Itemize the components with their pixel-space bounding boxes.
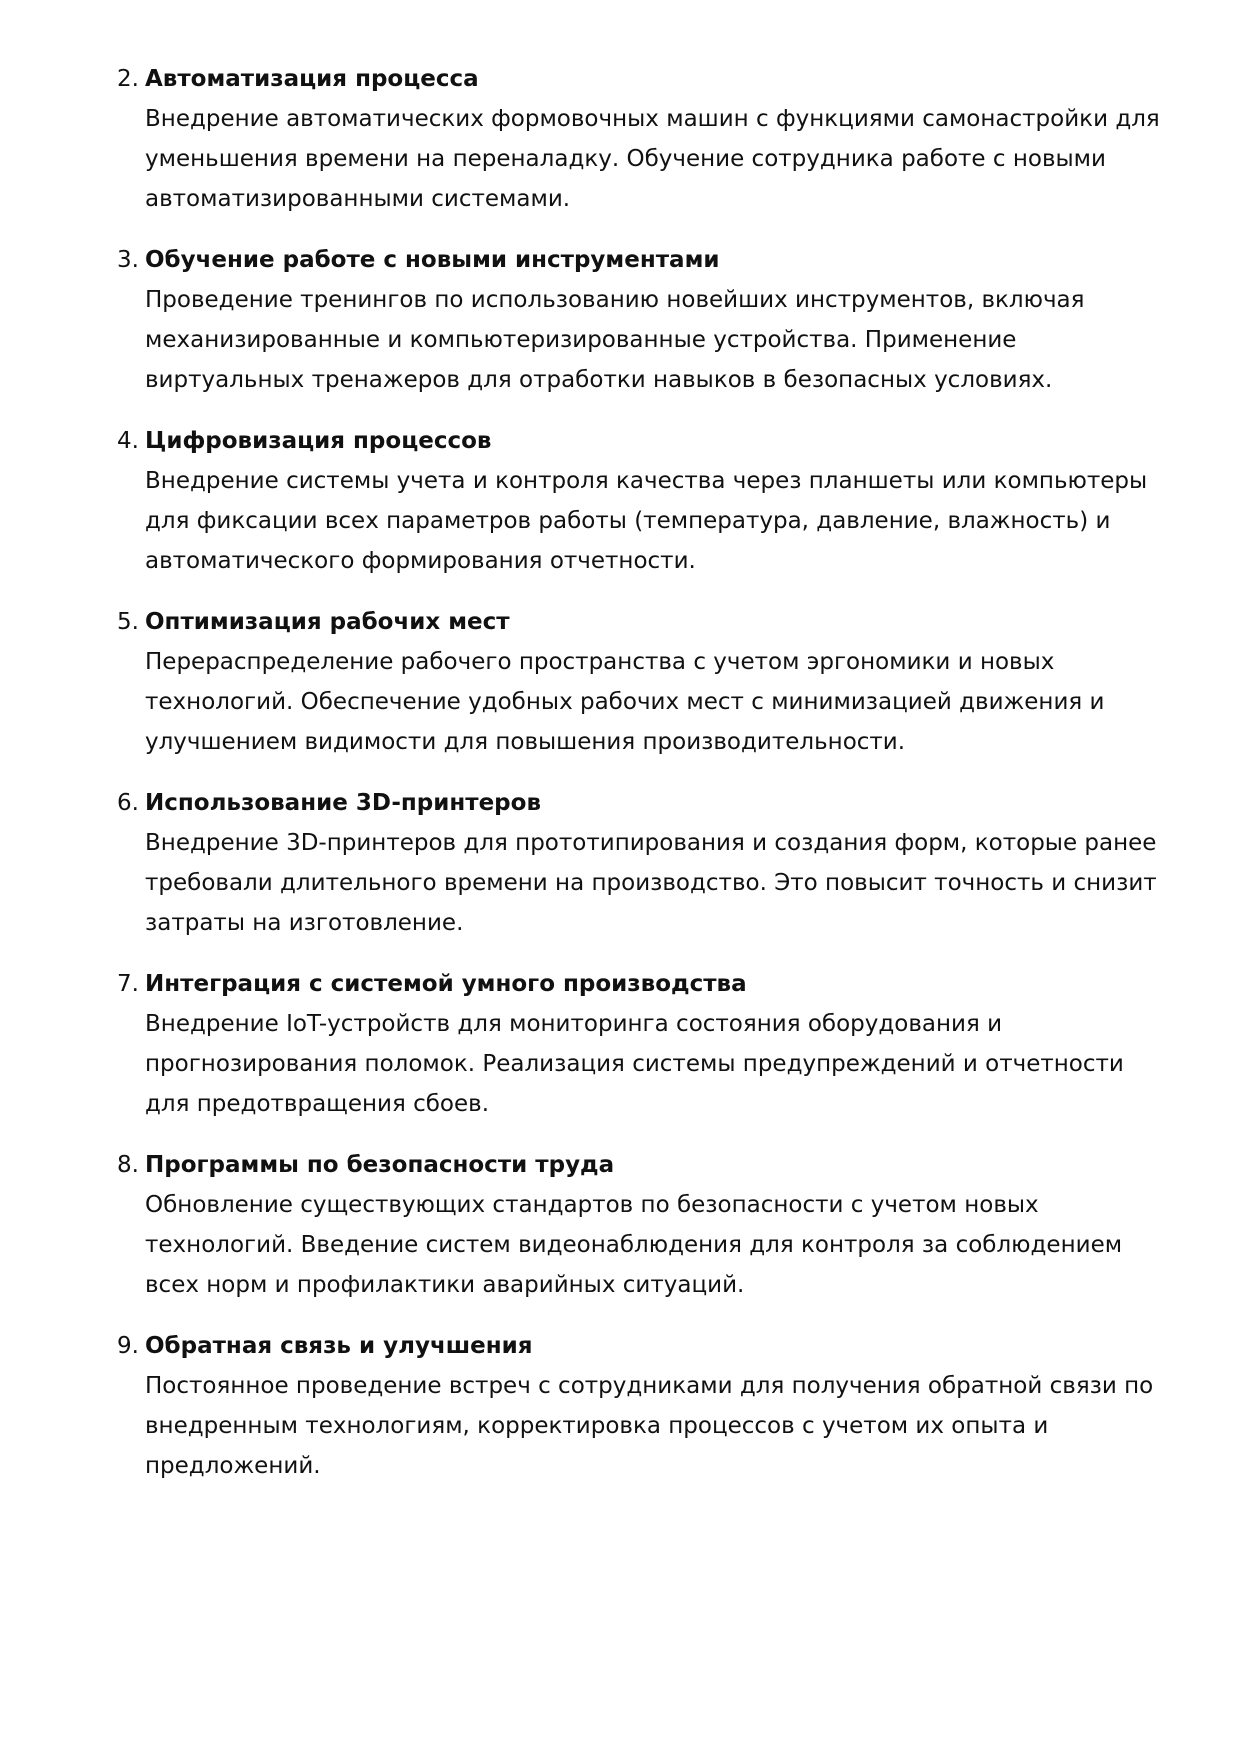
item-number: 6. <box>117 790 139 816</box>
item-description: Внедрение 3D-принтеров для прототипирования и создания форм, которые ранее требовали длительного времени на производство. Это повысит точность и снизит затраты на изготовление. <box>145 830 1157 936</box>
item-description: Внедрение автоматических формовочных машин с функциями самонастройки для уменьшения времени на переналадку. Обучение сотрудника работе с новыми автоматизированными системами. <box>145 106 1160 212</box>
item-title: Использование 3D-принтеров <box>145 790 541 816</box>
item-description: Проведение тренингов по использованию новейших инструментов, включая механизированные и компьютеризированные устройства. Применение виртуальных тренажеров для отработки навыков в безопасных условиях. <box>145 287 1085 393</box>
item-title: Обучение работе с новыми инструментами <box>145 247 720 273</box>
item-number: 4. <box>117 428 139 454</box>
item-description: Обновление существующих стандартов по безопасности с учетом новых технологий. Введение систем видеонаблюдения для контроля за соблюдением всех норм и профилактики аварийных ситуаций. <box>145 1192 1123 1298</box>
item-title: Обратная связь и улучшения <box>145 1333 533 1359</box>
item-title: Автоматизация процесса <box>145 66 479 92</box>
item-number: 7. <box>117 971 139 997</box>
item-number: 8. <box>117 1152 139 1178</box>
item-title: Оптимизация рабочих мест <box>145 609 510 635</box>
item-number: 5. <box>117 609 139 635</box>
list-item <box>117 241 1175 400</box>
list-item <box>117 1146 1175 1305</box>
numbered-list <box>117 60 1175 1508</box>
item-number: 2. <box>117 66 139 92</box>
item-title: Программы по безопасности труда <box>145 1152 615 1178</box>
item-description: Перераспределение рабочего пространства с учетом эргономики и новых технологий. Обеспечение удобных рабочих мест с минимизацией движения и улучшением видимости для повышения производительности. <box>145 649 1105 755</box>
list-item <box>117 965 1175 1124</box>
list-item <box>117 60 1175 219</box>
list-item <box>117 1327 1175 1486</box>
item-description: Внедрение системы учета и контроля качества через планшеты или компьютеры для фиксации всех параметров работы (температура, давление, влажность) и автоматического формирования отчетности. <box>145 468 1148 574</box>
item-title: Цифровизация процессов <box>145 428 492 454</box>
list-item <box>117 422 1175 581</box>
list-item <box>117 603 1175 762</box>
item-number: 9. <box>117 1333 139 1359</box>
item-description: Постоянное проведение встреч с сотрудниками для получения обратной связи по внедренным технологиям, корректировка процессов с учетом их опыта и предложений. <box>145 1373 1154 1479</box>
item-title: Интеграция с системой умного производства <box>145 971 747 997</box>
item-number: 3. <box>117 247 139 273</box>
list-item <box>117 784 1175 943</box>
item-description: Внедрение IoT-устройств для мониторинга состояния оборудования и прогнозирования поломок. Реализация системы предупреждений и отчетности для предотвращения сбоев. <box>145 1011 1124 1117</box>
